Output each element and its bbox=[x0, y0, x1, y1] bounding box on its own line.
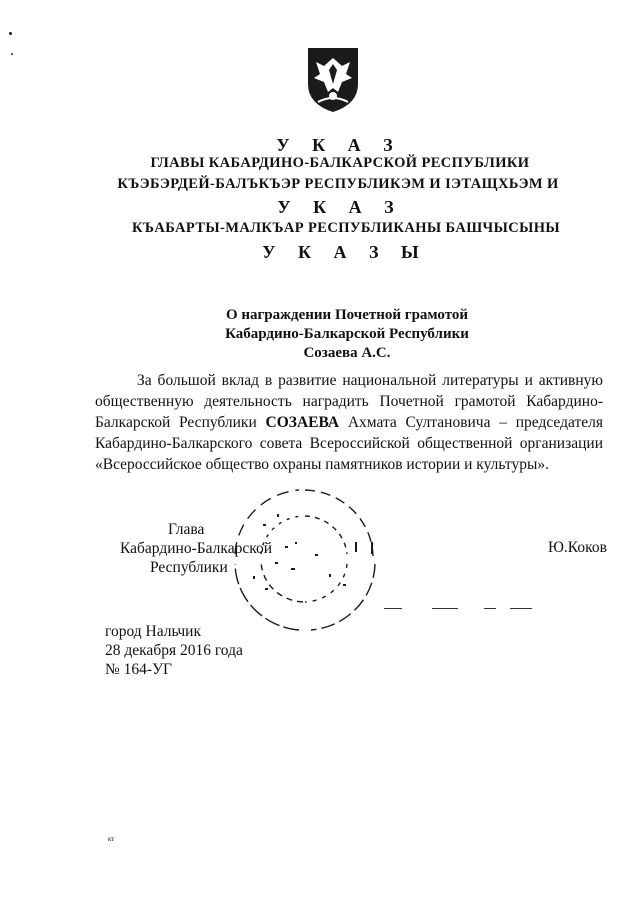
scan-mark bbox=[484, 608, 496, 609]
decree-title-kabardian: У К А З bbox=[277, 197, 403, 217]
header-line-kabardian: КЪЭБЭРДЕЙ-БАЛЪКЪЭР РЕСПУБЛИКЭМ И ІЭТАЩХЬЭМ И bbox=[117, 176, 559, 192]
place-date-number bbox=[105, 622, 243, 679]
decree-subject bbox=[0, 306, 640, 363]
signatory-title-line: Кабардино-Балкарской bbox=[120, 540, 272, 557]
scan-mark bbox=[510, 608, 532, 609]
decree-number: № 164-УГ bbox=[105, 661, 173, 678]
scan-mark bbox=[384, 608, 402, 609]
signatory-title-line: Республики bbox=[150, 559, 228, 576]
margin-mark bbox=[9, 32, 12, 35]
header-line-balkar: КЪАБАРТЫ-МАЛКЪАР РЕСПУБЛИКАНЫ БАШЧЫСЫНЫ bbox=[131, 220, 561, 236]
coat-of-arms-emblem bbox=[304, 44, 362, 114]
city: город Нальчик bbox=[105, 623, 201, 640]
subject-line: Созаева А.С. bbox=[303, 345, 391, 361]
body-text-part: Ахмата Султановича – председателя Кабардино-Балкарского совета Всероссийской общественной организации «Всероссийское общество охраны памятников истории и культуры». bbox=[95, 414, 603, 473]
signatory-name: Ю.Коков bbox=[548, 539, 607, 556]
subject-line: Кабардино-Балкарской Республики bbox=[225, 326, 469, 342]
decree-date: 28 декабря 2016 года bbox=[105, 642, 243, 659]
footer-mark: кт bbox=[108, 835, 115, 843]
subject-line: О награждении Почетной грамотой bbox=[225, 307, 469, 323]
body-text-part: За большой вклад в развитие национальной литературы и активную общественную деятельность наградить Почетной грамотой Кабардино-Балкарской Республики bbox=[95, 372, 603, 431]
signatory-title-line: Глава bbox=[168, 521, 205, 538]
margin-mark bbox=[11, 53, 13, 55]
decree-body bbox=[95, 370, 603, 475]
decree-title: У К А З bbox=[276, 135, 402, 155]
decree-title-balkar: У К А З Ы bbox=[262, 242, 428, 262]
signatory-title bbox=[114, 520, 272, 577]
awardee-surname: СОЗАЕВА bbox=[265, 414, 340, 431]
scan-mark bbox=[432, 608, 458, 609]
header-line-russian: ГЛАВЫ КАБАРДИНО-БАЛКАРСКОЙ РЕСПУБЛИКИ bbox=[150, 155, 530, 171]
